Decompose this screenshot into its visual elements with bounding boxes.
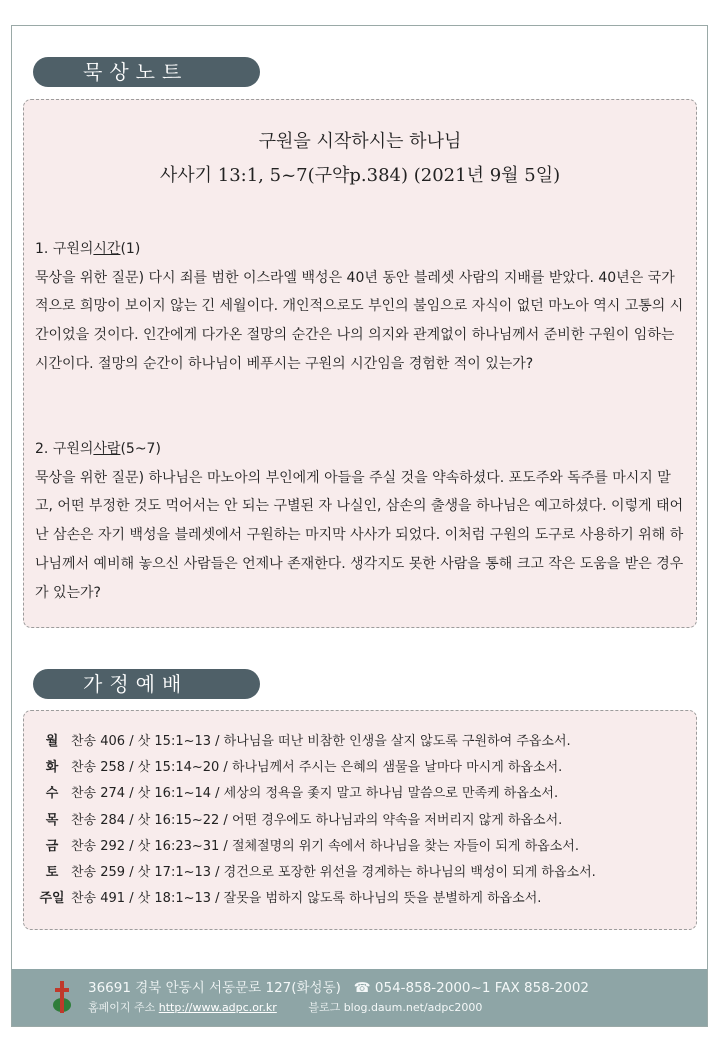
day-label: 토 (45, 865, 59, 881)
worship-row (33, 729, 596, 755)
day-label: 금 (45, 838, 59, 854)
worship-text: 찬송 292 / 삿 16:23~31 / 절체절명의 위기 속에서 하나님을 찾는 자들이 되게 하옵소서. (71, 838, 579, 854)
section-keyword: 시간 (93, 241, 121, 257)
meditation-title: 구원을 시작하시는 하나님 (258, 131, 462, 152)
blog-label: 블로그 (308, 1001, 341, 1014)
web-links-line (88, 999, 482, 1015)
church-cross-logo-icon (52, 979, 72, 1015)
meditation-box (23, 99, 697, 628)
section-heading: 1. 구원의시간(1) (35, 241, 141, 257)
worship-row (33, 834, 596, 860)
worship-row (33, 860, 596, 886)
worship-text: 찬송 284 / 삿 16:15~22 / 어떤 경우에도 하나님과의 약속을 저버리지 않게 하옵소서. (71, 812, 563, 828)
day-label: 화 (45, 760, 59, 776)
worship-schedule (33, 729, 596, 912)
day-label: 월 (45, 734, 59, 749)
section-body: 묵상을 위한 질문) 다시 죄를 범한 이스라엘 백성은 40년 동안 블레셋 사람의 지배를 받았다. 40년은 국가적으로 희망이 보이지 않는 긴 세월이다. 개인적으로도 부인의 불임으로 자식이 없던 마노아 역시 고통의 시간이었을 것이다. 인간에게 다가온 절망의 순간은 나의 의지와 관계없이 하나님께서 준비한 구원이 임하는 시간이다. 절망의 순간이 하나님이 베푸시는 구원의 시간임을 경험한 적이 있는가? (35, 269, 684, 372)
day-label: 주일 (39, 891, 65, 907)
meditation-header: 묵상노트 (33, 57, 260, 87)
meditation-section-1 (35, 235, 688, 379)
day-label: 수 (45, 786, 59, 802)
phone-fax: ☎ 054-858-2000~1 FAX 858-2002 (353, 980, 590, 996)
worship-text: 찬송 274 / 삿 16:1~14 / 세상의 정욕을 좇지 말고 하나님 말씀으로 만족케 하옵소서. (71, 786, 559, 802)
meditation-section-2 (35, 435, 688, 607)
day-label: 목 (45, 812, 59, 828)
worship-row (33, 886, 596, 912)
worship-text: 찬송 258 / 삿 15:14~20 / 하나님께서 주시는 은혜의 샘물을 날마다 마시게 하옵소서. (71, 760, 563, 776)
worship-box (23, 710, 697, 930)
worship-text: 찬송 406 / 삿 15:1~13 / 하나님을 떠난 비참한 인생을 살지 않도록 구원하여 주옵소서. (71, 734, 571, 749)
homepage-label: 홈페이지 주소 (88, 1001, 156, 1014)
worship-text: 찬송 259 / 삿 17:1~13 / 경건으로 포장한 위선을 경계하는 하나님의 백성이 되게 하옵소서. (71, 865, 596, 881)
church-address: 36691 경북 안동시 서동문로 127(화성동) (88, 980, 341, 996)
section-heading: 2. 구원의사람(5~7) (35, 441, 161, 457)
worship-row (33, 755, 596, 781)
church-address-line (88, 976, 589, 996)
scripture-reference: 사사기 13:1, 5~7(구약p.384) (2021년 9월 5일) (159, 165, 561, 186)
homepage-link[interactable]: http://www.adpc.or.kr (158, 1001, 277, 1014)
worship-text: 찬송 491 / 삿 18:1~13 / 잘못을 범하지 않도록 하나님의 뜻을 분별하게 하옵소서. (71, 891, 542, 907)
section-keyword: 사람 (93, 441, 121, 457)
worship-row (33, 781, 596, 807)
blog-address[interactable]: blog.daum.net/adpc2000 (343, 1001, 483, 1014)
footer-bar (12, 969, 707, 1026)
section-body: 묵상을 위한 질문) 하나님은 마노아의 부인에게 아들을 주실 것을 약속하셨다. 포도주와 독주를 마시지 말고, 어떤 부정한 것도 먹어서는 안 되는 구별된 자 나실인, 삼손의 출생을 하나님은 예고하셨다. 이렇게 태어난 삼손은 자기 백성을 블레셋에서 구원하는 마지막 사사가 되었다. 이처럼 구원의 도구로 사용하기 위해 하나님께서 예비해 놓으신 사람들은 언제나 존재한다. 생각지도 못한 사람을 통해 크고 작은 도움을 받은 경우가 있는가? (35, 469, 684, 601)
worship-header: 가정예배 (33, 669, 260, 699)
worship-row (33, 808, 596, 834)
